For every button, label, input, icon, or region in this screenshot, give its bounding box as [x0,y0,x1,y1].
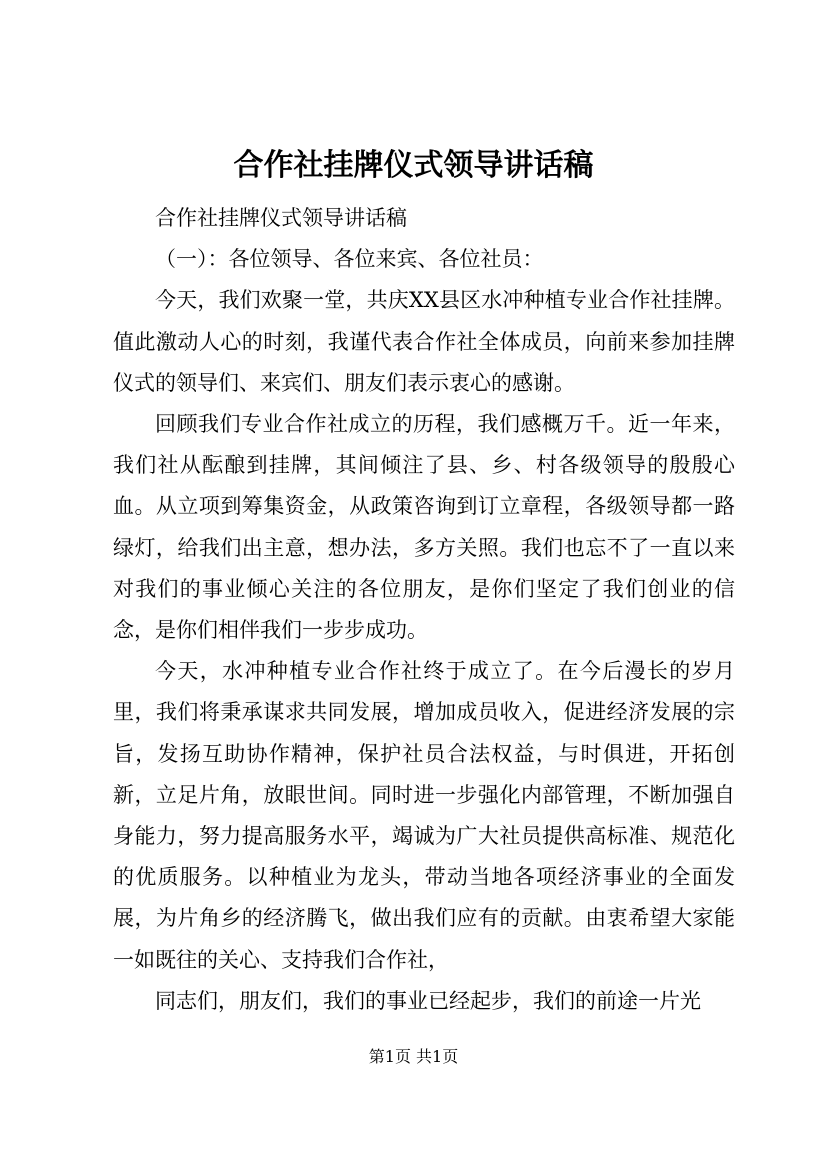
paragraph-4: 同志们，朋友们，我们的事业已经起步，我们的前途一片光 [155,988,701,1013]
page-footer: 第1页 共1页 [368,1047,459,1066]
paragraph-1: 今天，我们欢聚一堂，共庆XX县区水冲种植专业合作社挂牌。值此激动人心的时刻，我谨代表合作社全体成员，向前来参加挂牌仪式的领导们、来宾们、朋友们表示衷心的感谢。 [113,288,735,395]
document-title: 合作社挂牌仪式领导讲话稿 [233,148,594,183]
paragraph-3: 今天，水冲种植专业合作社终于成立了。在今后漫长的岁月里，我们将秉承谋求共同发展，增加成员收入，促进经济发展的宗旨，发扬互助协作精神，保护社员合法权益，与时俱进，开拓创新，立足片角，放眼世间。同时进一步强化内部管理，不断加强自身能力，努力提高服务水平，竭诚为广大社员提供高标准、规范化的优质服务。以种植业为龙头，带动当地各项经济事业的全面发展，为片角乡的经济腾飞，做出我们应有的贡献。由衷希望大家能一如既往的关心、支持我们合作社， [113,659,735,972]
paragraph-2: 回顾我们专业合作社成立的历程，我们感概万千。近一年来，我们社从酝酿到挂牌，其间倾注了县、乡、村各级领导的殷殷心血。从立项到筹集资金，从政策咨询到订立章程，各级领导都一路绿灯，给我们出主意，想办法，多方关照。我们也忘不了一直以来对我们的事业倾心关注的各位朋友，是你们坚定了我们创业的信念，是你们相伴我们一步步成功。 [113,412,735,643]
document-subtitle: 合作社挂牌仪式领导讲话稿 [155,206,407,230]
document-body [113,198,735,1022]
greeting-line: （一）：各位领导、各位来宾、各位社员： [155,247,544,272]
